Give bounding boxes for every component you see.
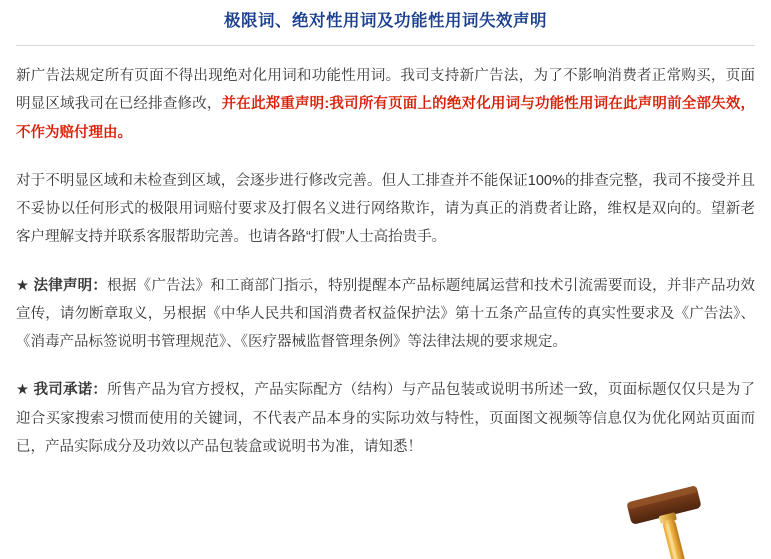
paragraph-3-legal-statement	[16, 272, 755, 357]
paragraph-4-company-promise	[16, 376, 755, 461]
company-promise-label: ★ 我司承诺：	[16, 382, 108, 399]
declaration-body	[0, 46, 771, 461]
legal-statement-label: ★ 法律声明：	[16, 277, 108, 294]
paragraph-1-text: 新广告法规定所有页面不得出现绝对化用词和功能性用词。我司支持新广告法，为了不影响消费者正常购买，页面明显区域我司在已经排查修改，	[16, 68, 755, 113]
paragraph-1-emphasis: 并在此郑重声明:我司所有页面上的绝对化用词与功能性用词在此声明前全部失效，不作为赔付理由。	[16, 96, 756, 141]
paragraph-1	[16, 62, 755, 147]
page-title: 极限词、绝对性用词及功能性用词失效声明	[224, 12, 547, 30]
paragraph-2-text: 对于不明显区域和未检查到区域，会逐步进行修改完善。但人工排查并不能保证100%的排查完整，我司不接受并且不妥协以任何形式的极限用词赔付要求及打假名义进行网络欺诈，请为真正的消费者让路，维权是双向的。望新老客户理解支持并联系客服帮助完善。也请各路“打假”人士高抬贵手。	[16, 172, 755, 246]
gavel-icon	[609, 485, 729, 559]
legal-statement-text: 根据《广告法》和工商部门指示，特别提醒本产品标题纯属运营和技术引流需要而设，并非产品功效宣传，请勿断章取义，另根据《中华人民共和国消费者权益保护法》第十五条产品宣传的真实性要求及《广告法》、《消毒产品标签说明书管理规范》、《医疗器械监督管理条例》等法律法规的要求规定。	[16, 277, 755, 351]
company-promise-text: 所售产品为官方授权，产品实际配方（结构）与产品包装或说明书所述一致，页面标题仅仅只是为了迎合买家搜索习惯而使用的关键词，不代表产品本身的实际功效与特性，页面图文视频等信息仅为优化网站页面而已，产品实际成分及功效以产品包装盒或说明书为准，请知悉！	[16, 382, 755, 456]
paragraph-2	[16, 167, 755, 252]
